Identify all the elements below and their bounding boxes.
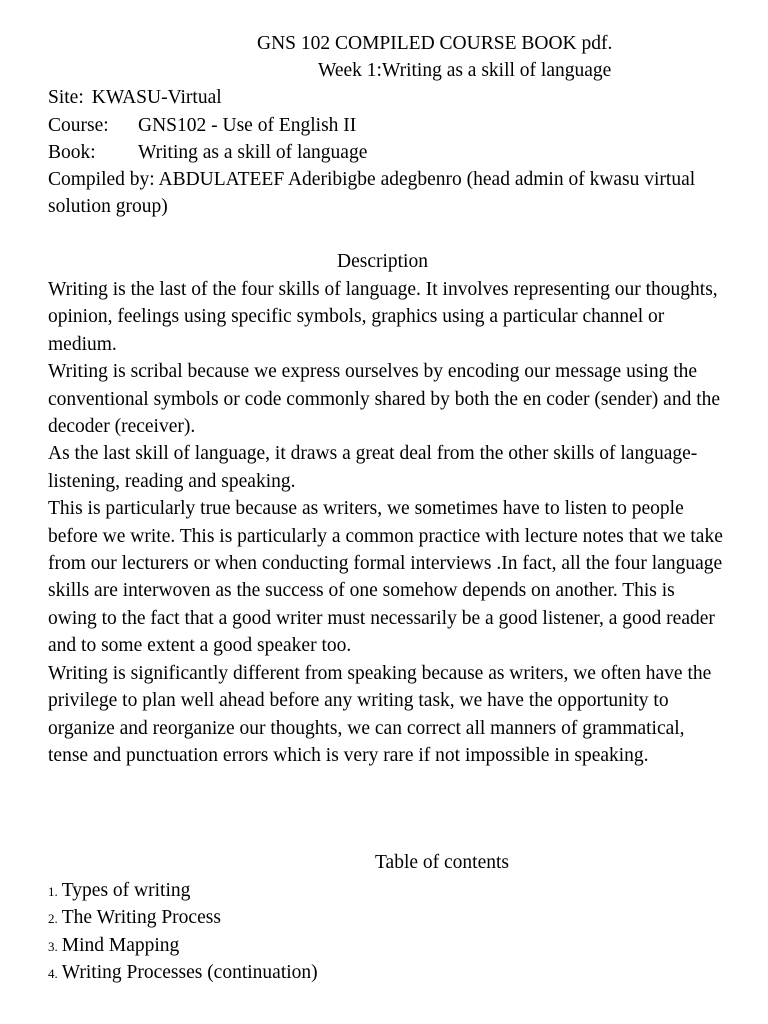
description-paragraph: As the last skill of language, it draws a great deal from the other skills of language-listening, reading and speaking. (48, 443, 698, 492)
book-label: Book: (48, 142, 96, 163)
toc-item-label: The Writing Process (61, 907, 221, 929)
course-value: GNS102 - Use of English II (138, 115, 357, 136)
document-title: GNS 102 COMPILED COURSE BOOK pdf. (257, 33, 613, 54)
table-of-contents (48, 877, 318, 987)
description-paragraph: Writing is the last of the four skills of language. It involves representing our thoughts, opinion, feelings using specific symbols, graphics using a particular channel or medium. (48, 279, 718, 355)
book-value: Writing as a skill of language (138, 142, 368, 163)
toc-item[interactable] (48, 904, 318, 931)
description-paragraph: Writing is significantly different from speaking because as writers, we often have the privilege to plan well ahead before any writing task, we have the opportunity to organize and reorganize our thoughts, we can correct all manners of grammatical, tense and punctuation errors which is very rare if not impossible in speaking. (48, 662, 712, 766)
toc-item-label: Mind Mapping (61, 934, 180, 956)
toc-item-number: 1. (48, 884, 58, 899)
site-row (48, 84, 222, 111)
document-subtitle: Week 1:Writing as a skill of language (318, 60, 612, 81)
toc-item[interactable] (48, 932, 318, 959)
course-row (48, 112, 356, 139)
toc-item-number: 3. (48, 938, 58, 954)
toc-item-number: 2. (48, 911, 58, 927)
description-paragraph: This is particularly true because as writers, we sometimes have to listen to people before we write. This is particularly a common practice with lecture notes that we take from our lecturers or when conducting formal interviews .In fact, all the four language skills are interwoven as the success of one somehow depends on another. This is owing to the fact that a good writer must necessarily be a good listener, a good reader and to some extent a good speaker too. (48, 498, 723, 657)
description-body (48, 276, 728, 769)
compiled-by: Compiled by: ABDULATEEF Aderibigbe adegbenro (head admin of kwasu virtual solution group) (48, 169, 696, 218)
toc-item[interactable] (48, 877, 318, 904)
description-heading: Description (337, 251, 428, 272)
toc-item-label: Types of writing (61, 880, 191, 901)
course-label: Course: (48, 115, 109, 136)
toc-item-label: Writing Processes (continuation) (61, 962, 318, 984)
description-paragraph: Writing is scribal because we express ourselves by encoding our message using the conventional symbols or code commonly shared by both the en coder (sender) and the decoder (receiver). (48, 361, 721, 438)
site-label: Site: (48, 87, 84, 108)
site-value: KWASU-Virtual (91, 87, 222, 108)
book-row (48, 139, 367, 166)
toc-item-number: 4. (48, 966, 58, 982)
toc-heading: Table of contents (375, 852, 510, 873)
toc-item[interactable] (48, 959, 318, 986)
